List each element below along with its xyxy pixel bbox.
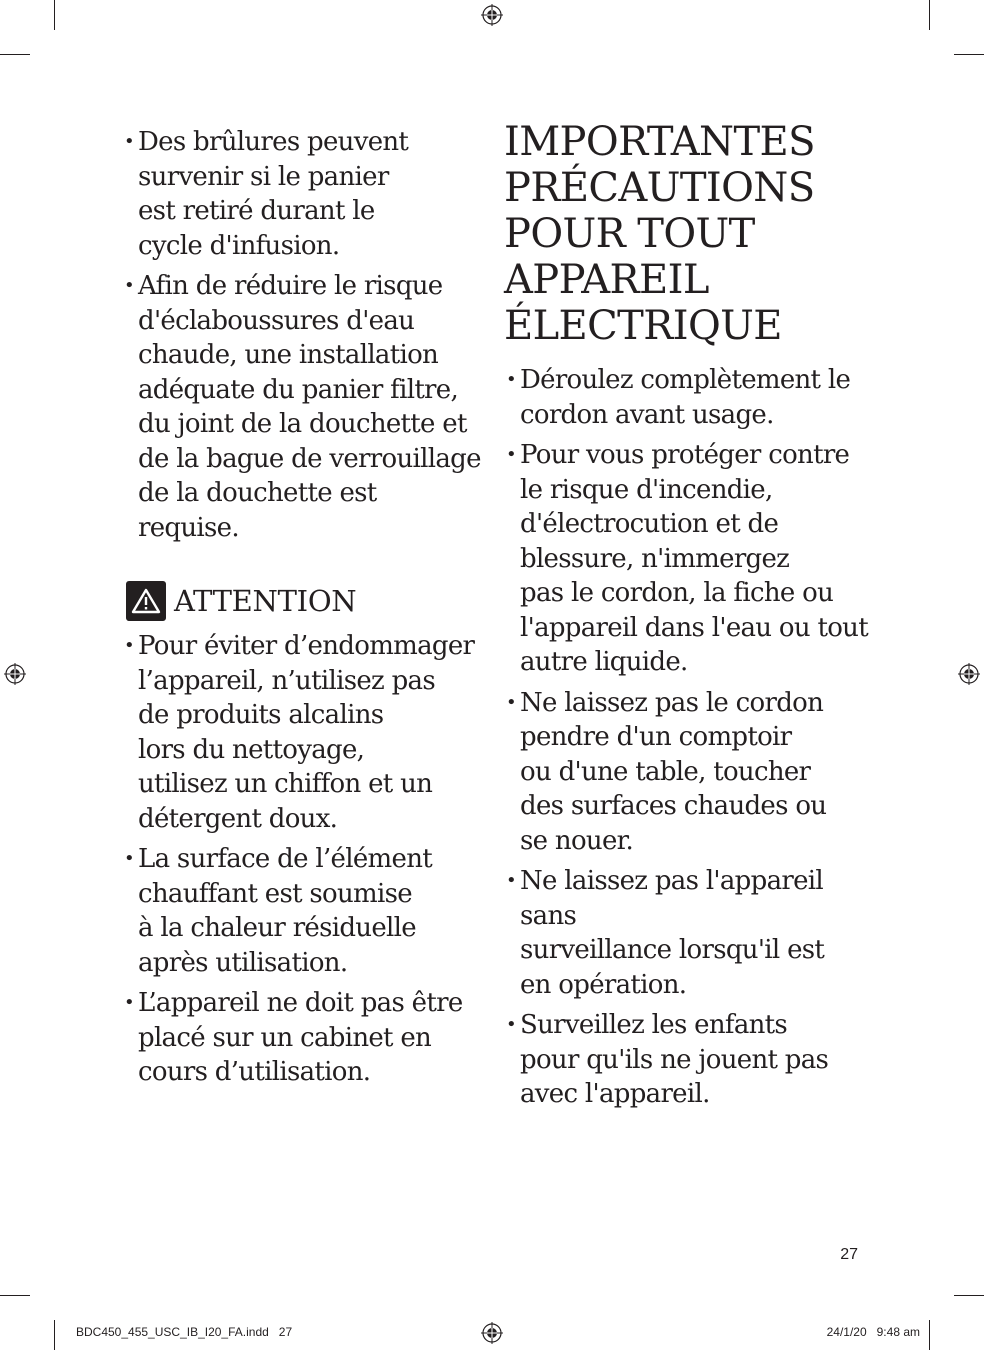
electrical-precautions-list [506, 363, 876, 1112]
registration-mark-icon [481, 4, 503, 26]
bullet-icon: • [506, 369, 516, 390]
bullet-icon: • [124, 131, 134, 152]
list-item [124, 986, 484, 1090]
list-item-text: Surveillez les enfants pour qu'ils ne jouent pas avec l'appareil. [520, 1010, 829, 1109]
crop-mark-bottom-right-h [954, 1295, 984, 1296]
crop-mark-top-right-h [954, 54, 984, 55]
crop-mark-top-left-h [0, 54, 30, 55]
crop-mark-bottom-left-h [0, 1295, 30, 1296]
list-item-text: L’appareil ne doit pas être placé sur un cabinet en cours d’utilisation. [138, 988, 463, 1087]
list-item-text: Pour vous protéger contre le risque d'incendie, d'électrocution et de blessure, n'immergez pas le cordon, la fiche ou l'appareil dans l'eau ou tout autre liquide. [520, 440, 868, 677]
list-item-text: Des brûlures peuvent survenir si le panier est retiré durant le cycle d'infusion. [138, 127, 409, 261]
left-column [124, 125, 484, 1096]
list-item [124, 629, 484, 836]
section-heading: IMPORTANTES PRÉCAUTIONS POUR TOUT APPAREIL ÉLECTRIQUE [504, 119, 815, 349]
bullet-icon: • [124, 275, 134, 296]
right-column [504, 119, 876, 1118]
list-item-text: Afin de réduire le risque d'éclaboussures d'eau chaude, une installation adéquate du panier filtre, du joint de la douchette et de la bague de verrouillage de la douchette est requise. [138, 271, 481, 543]
registration-mark-icon [958, 663, 980, 685]
date-slug: 24/1/20 9:48 am [826, 1325, 920, 1339]
list-item [124, 269, 484, 545]
list-item-text: Pour éviter d’endommager l’appareil, n’utilisez pas de produits alcalins lors du nettoyage, utilisez un chiffon et un détergent doux. [138, 631, 475, 834]
list-item-text: Ne laissez pas l'appareil sans surveillance lorsqu'il est en opération. [520, 866, 825, 1000]
list-item-text: Déroulez complètement le cordon avant usage. [520, 365, 851, 430]
crop-mark-bottom-right-v [929, 1320, 930, 1350]
list-item [506, 1008, 876, 1112]
list-item [124, 125, 484, 263]
list-item [124, 842, 484, 980]
registration-mark-icon [481, 1322, 503, 1344]
bullet-icon: • [506, 870, 516, 891]
registration-mark-icon [4, 663, 26, 685]
bullet-icon: • [124, 635, 134, 656]
bullet-icon: • [506, 444, 516, 465]
bullet-icon: • [124, 992, 134, 1013]
crop-mark-bottom-left-v [54, 1320, 55, 1350]
page-number: 27 [840, 1246, 858, 1263]
attention-list [124, 629, 484, 1090]
bullet-icon: • [124, 848, 134, 869]
list-item [506, 438, 876, 680]
list-item-text: Ne laissez pas le cordon pendre d'un comptoir ou d'une table, toucher des surfaces chaudes ou se nouer. [520, 687, 827, 856]
file-slug: BDC450_455_USC_IB_I20_FA.indd 27 [76, 1325, 293, 1339]
bullet-icon: • [506, 1014, 516, 1035]
safety-list-top [124, 125, 484, 545]
list-item [506, 363, 876, 432]
list-item [506, 864, 876, 1002]
bullet-icon: • [506, 691, 516, 713]
crop-mark-top-right-v [929, 0, 930, 30]
warning-triangle-icon [126, 581, 166, 621]
attention-header [126, 581, 484, 621]
list-item [506, 686, 876, 859]
attention-title: ATTENTION [174, 584, 357, 618]
list-item-text: La surface de l’élément chauffant est soumise à la chaleur résiduelle après utilisation. [138, 844, 432, 978]
crop-mark-top-left-v [54, 0, 55, 30]
